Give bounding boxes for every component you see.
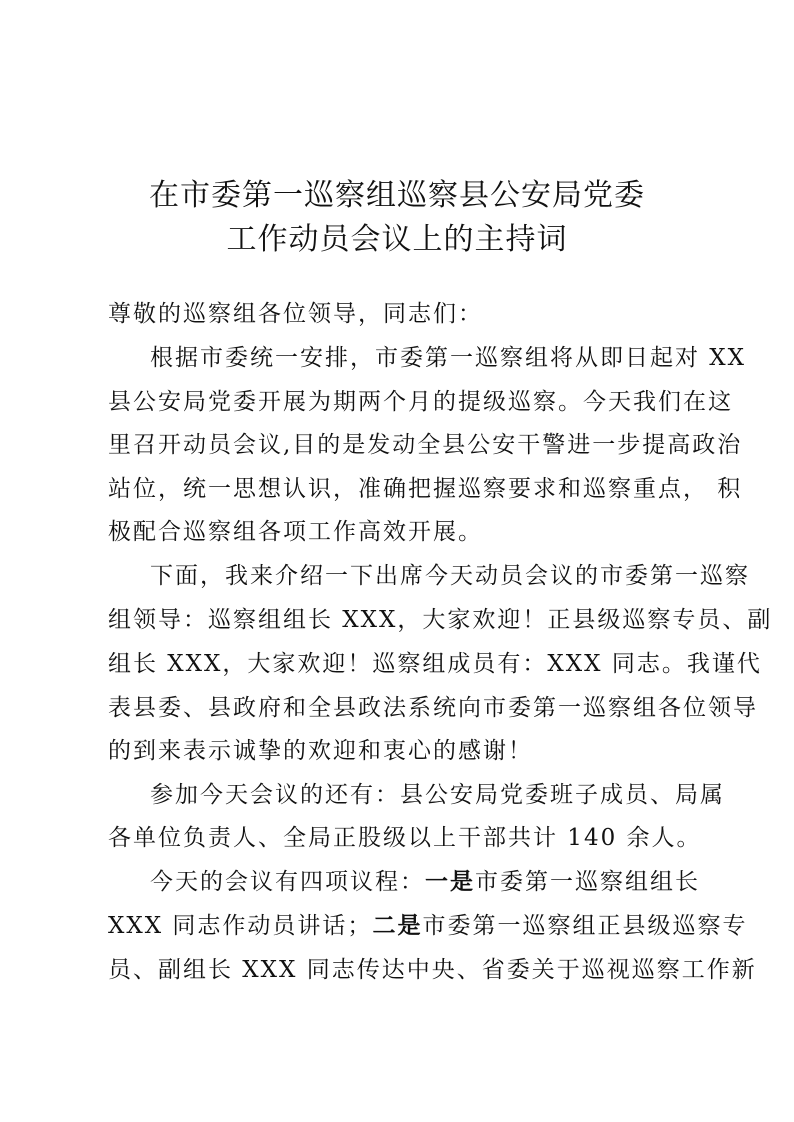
paragraph-line: 根据市委统一安排，市委第一巡察组将从即日起对 XX — [150, 345, 747, 371]
paragraph-line: 站位，统一思想认识，准确把握巡察要求和巡察重点， 积 — [108, 476, 743, 502]
paragraph-line: 里召开动员会议,目的是发动全县公安干警进一步提高政治 — [108, 432, 743, 458]
salutation: 尊敬的巡察组各位领导，同志们： — [108, 301, 483, 327]
agenda-item-1-label: 一是 — [425, 869, 475, 895]
paragraph-text: 今天的会议有四项议程： — [150, 869, 425, 895]
paragraph-line: 各单位负责人、全局正股级以上干部共计 140 余人。 — [108, 825, 702, 851]
paragraph-line: 组长 XXX，大家欢迎！巡察组成员有：XXX 同志。我谨代 — [108, 651, 762, 677]
paragraph-text: 市委第一巡察组组长 — [475, 869, 700, 895]
paragraph-line: 极配合巡察组各项工作高效开展。 — [108, 519, 483, 545]
paragraph-line: 组领导：巡察组组长 XXX，大家欢迎！正县级巡察专员、副 — [108, 607, 773, 633]
paragraph-line — [108, 911, 747, 941]
agenda-item-2-label: 二是 — [372, 913, 423, 939]
paragraph-line: 的到来表示诚挚的欢迎和衷心的感谢！ — [108, 738, 533, 764]
paragraph-line: 表县委、县政府和全县政法系统向市委第一巡察组各位领导 — [108, 695, 758, 721]
paragraph-line: 县公安局党委开展为期两个月的提级巡察。今天我们在这 — [108, 389, 733, 415]
paragraph-text: XXX 同志作动员讲话； — [108, 913, 373, 939]
paragraph-line: 下面，我来介绍一下出席今天动员会议的市委第一巡察 — [150, 563, 750, 589]
document-title-line-2: 工作动员会议上的主持词 — [226, 222, 568, 257]
document-title-line-1: 在市委第一巡察组巡察县公安局党委 — [149, 178, 645, 213]
paragraph-line: 员、副组长 XXX 同志传达中央、省委关于巡视巡察工作新 — [108, 957, 757, 983]
paragraph-text: 市委第一巡察组正县级巡察专 — [422, 913, 748, 939]
paragraph-line: 参加今天会议的还有：县公安局党委班子成员、局属 — [150, 782, 725, 808]
paragraph-line — [150, 867, 700, 897]
